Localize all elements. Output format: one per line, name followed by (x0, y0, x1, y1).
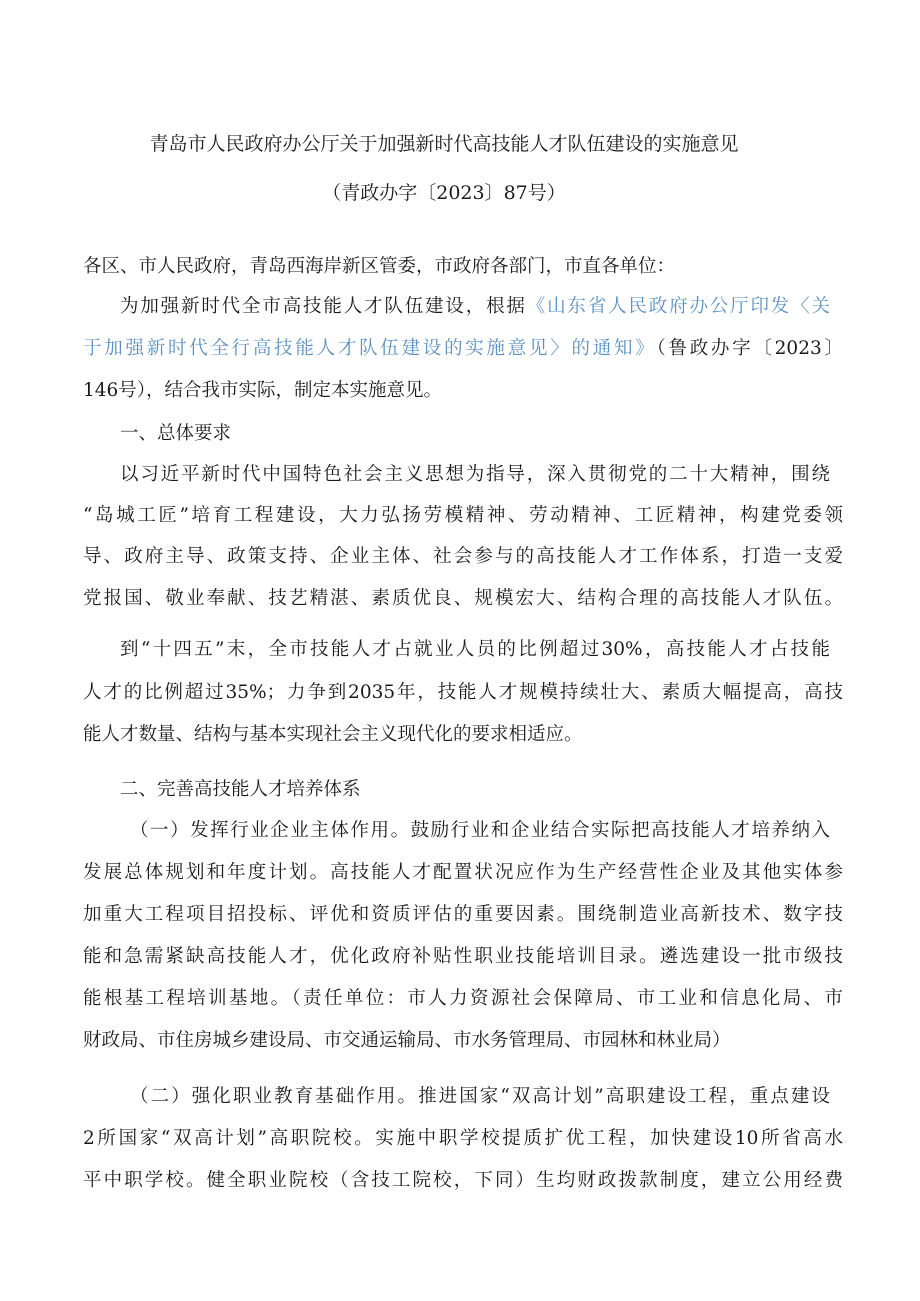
section2-item2-line: 2所国家“双高计划”高职院校。实施中职学校提质扩优工程，加快建设10所省高水 (83, 1128, 843, 1149)
document-title: 青岛市人民政府办公厅关于加强新时代高技能人才队伍建设的实施意见 (149, 133, 739, 155)
section2-item1-line: 能根基工程培训基地。（责任单位：市人力资源社会保障局、市工业和信息化局、市 (83, 988, 843, 1009)
section1-p1-line: 导、政府主导、政策支持、企业主体、社会参与的高技能人才工作体系，打造一支爱 (83, 546, 843, 567)
policy-link-continued[interactable]: 于加强新时代全行高技能人才队伍建设的实施意见〉的通知》 (83, 338, 657, 359)
section1-heading: 一、总体要求 (120, 423, 232, 444)
section2-item2-line: （二）强化职业教育基础作用。推进国家“双高计划”高职建设工程，重点建设 (130, 1086, 830, 1107)
section1-p2-line: 能人才数量、结构与基本实现社会主义现代化的要求相适应。 (83, 724, 583, 745)
addressees: 各区、市人民政府，青岛西海岸新区管委，市政府各部门，市直各单位： (83, 256, 676, 277)
document-number: （青政办字〔2023〕87号） (322, 182, 566, 204)
section1-p1-line: 党报国、敬业奉献、技艺精湛、素质优良、规模宏大、结构合理的高技能人才队伍。 (83, 588, 843, 609)
intro-text: 为加强新时代全市高技能人才队伍建设，根据 (120, 296, 527, 317)
policy-link[interactable]: 《山东省人民政府办公厅印发〈关 (526, 296, 830, 317)
intro-line-1 (120, 294, 830, 320)
section2-item1-line: 能和急需紧缺高技能人才，优化政府补贴性职业技能培训目录。遴选建设一批市级技 (83, 946, 843, 967)
section1-p2-line: 人才的比例超过35%；力争到2035年，技能人才规模持续壮大、素质大幅提高，高技 (83, 682, 843, 703)
section2-item1-line: 财政局、市住房城乡建设局、市交通运输局、市水务管理局、市园林和林业局） (83, 1030, 731, 1051)
section2-item1-line: 发展总体规划和年度计划。高技能人才配置状况应作为生产经营性企业及其他实体参 (83, 862, 843, 883)
intro-line-2 (83, 336, 843, 362)
section1-p2-line: 到“十四五”末，全市技能人才占就业人员的比例超过30%，高技能人才占技能 (120, 639, 830, 660)
intro-doc-ref: （鲁政办字〔2023〕 (656, 338, 843, 359)
section2-item2-line: 平中职学校。健全职业院校（含技工院校，下同）生均财政拨款制度，建立公用经费 (83, 1170, 843, 1191)
section2-heading: 二、完善高技能人才培养体系 (120, 779, 361, 800)
section1-p1-line: “岛城工匠”培育工程建设，大力弘扬劳模精神、劳动精神、工匠精神，构建党委领 (83, 505, 843, 526)
section1-p1-line: 以习近平新时代中国特色社会主义思想为指导，深入贯彻党的二十大精神，围绕 (120, 464, 830, 485)
section2-item1-line: （一）发挥行业企业主体作用。鼓励行业和企业结合实际把高技能人才培养纳入 (130, 820, 830, 841)
section2-item1-line: 加重大工程项目招投标、评优和资质评估的重要因素。围绕制造业高新技术、数字技 (83, 904, 843, 925)
intro-line-3: 146号），结合我市实际，制定本实施意见。 (83, 380, 443, 401)
